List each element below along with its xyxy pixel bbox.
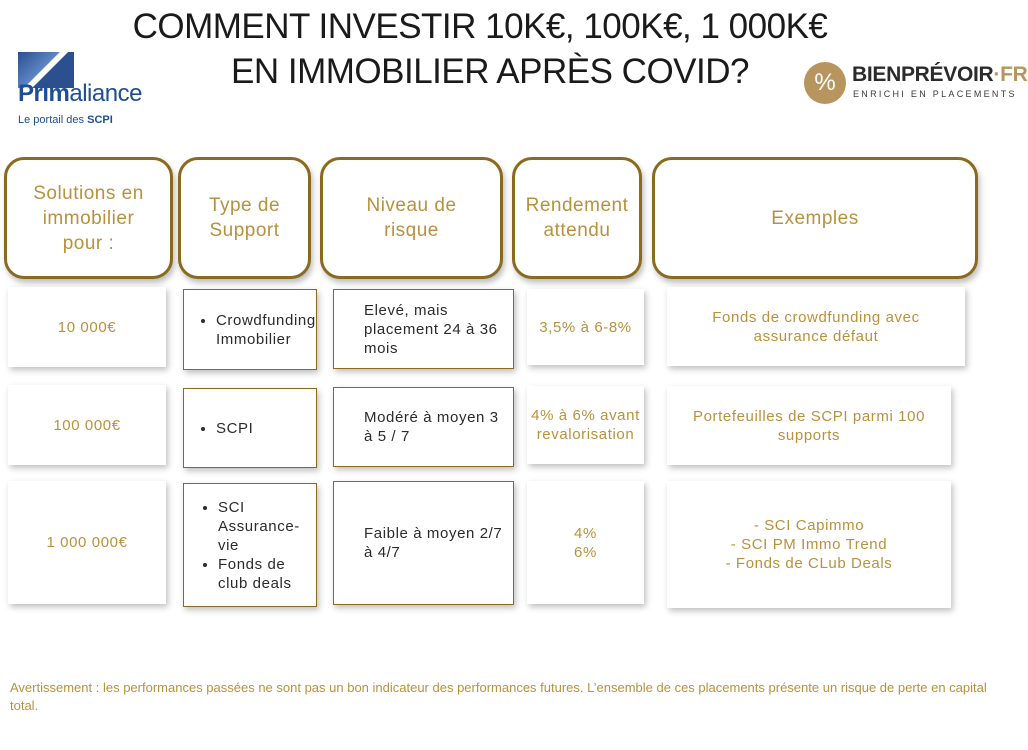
row-3-amount — [8, 481, 166, 604]
primaliance-logo — [18, 52, 168, 132]
bienprevoir-tagline: ENRICHI EN PLACEMENTS — [853, 89, 1017, 99]
header-risk — [320, 157, 503, 279]
row-3-examples-wrap — [726, 516, 893, 573]
row-3-example-3: - Fonds de CLub Deals — [725, 555, 893, 572]
row-3-support-item-2: • Fonds de club deals — [218, 555, 306, 593]
bienprevoir-wordmark — [852, 63, 1028, 87]
row-2-risk-text: Modéré à moyen 3 à 5 / 7 — [364, 409, 499, 445]
primaliance-tagline — [18, 114, 113, 126]
row-3-support-item-1: • SCI Assurance-vie — [218, 498, 306, 555]
row-1-yield — [527, 289, 644, 365]
row-3-yield-wrap — [574, 524, 597, 562]
row-2-support-list — [184, 419, 253, 438]
bienprevoir-logo — [804, 62, 1028, 106]
row-1-amount — [8, 287, 166, 367]
disclaimer: Avertissement : les performances passées ne sont pas un bon indicateur des performances futures. L’ensemble de ces placements présente un risque de perte en capital total. — [10, 680, 987, 713]
row-3-support-list — [184, 498, 306, 593]
row-2-amount — [8, 385, 166, 465]
row-3-support — [183, 483, 317, 607]
row-2-examples-text: Portefeuilles de SCPI parmi 100 supports — [692, 407, 926, 444]
header-yield-label: Rendement attendu — [525, 195, 629, 241]
header-yield — [512, 157, 642, 279]
header-solutions-label: Solutions en immobilier pour : — [33, 182, 144, 254]
header-solutions — [4, 157, 173, 279]
row-1-support-item: • Crowdfunding Immobilier — [216, 311, 308, 349]
row-1-amount-text: 10 000€ — [57, 318, 117, 336]
percent-icon: % — [804, 62, 846, 104]
header-examples — [652, 157, 978, 279]
title-line-2: EN IMMOBILIER APRÈS COVID? — [231, 52, 749, 91]
row-2-yield-text: 4% à 6% avant revalorisation — [531, 407, 640, 443]
row-3-yield — [527, 481, 644, 604]
row-1-risk-text: Elevé, mais placement 24 à 36 mois — [364, 301, 498, 357]
header-type — [178, 157, 311, 279]
row-3-yield-line-1: 4% — [574, 524, 597, 542]
row-1-support — [183, 289, 317, 370]
title-line-1: COMMENT INVESTIR 10K€, 100K€, 1 000K€ — [132, 7, 828, 46]
row-2-examples — [667, 386, 951, 465]
row-3-risk-text: Faible à moyen 2/7 à 4/7 — [364, 525, 503, 561]
bienprevoir-suffix: ·FR — [993, 63, 1028, 86]
row-1-examples — [667, 287, 965, 366]
row-2-risk — [333, 387, 514, 467]
row-1-yield-text: 3,5% à 6-8% — [539, 318, 632, 336]
row-1-examples-text: Fonds de crowdfunding avec assurance défaut — [712, 308, 920, 345]
primaliance-word-bold: Prim — [18, 80, 70, 107]
row-3-risk — [333, 481, 514, 605]
row-3-amount-text: 1 000 000€ — [46, 534, 128, 551]
header-type-label: Type de Support — [208, 195, 281, 241]
page-title — [60, 4, 900, 94]
primaliance-tagline-bold: SCPI — [87, 114, 113, 126]
row-3-examples — [667, 481, 951, 608]
row-2-support — [183, 388, 317, 468]
primaliance-tagline-prefix: Le portail des — [18, 114, 88, 126]
row-2-yield — [527, 386, 644, 464]
header-examples-label: Exemples — [771, 207, 859, 229]
row-3-example-1: - SCI Capimmo — [753, 517, 865, 534]
row-3-yield-line-2: 6% — [574, 543, 597, 561]
header-risk-label: Niveau de risque — [366, 195, 457, 241]
row-2-amount-text: 100 000€ — [53, 416, 121, 434]
primaliance-word-rest: aliance — [69, 80, 142, 107]
row-2-support-item: • SCPI — [216, 419, 253, 438]
row-1-risk — [333, 289, 514, 369]
bienprevoir-name: BIENPRÉVOIR — [852, 63, 994, 86]
row-3-example-2: - SCI PM Immo Trend — [730, 536, 888, 553]
row-1-support-list — [184, 311, 316, 349]
primaliance-wordmark — [18, 80, 142, 108]
